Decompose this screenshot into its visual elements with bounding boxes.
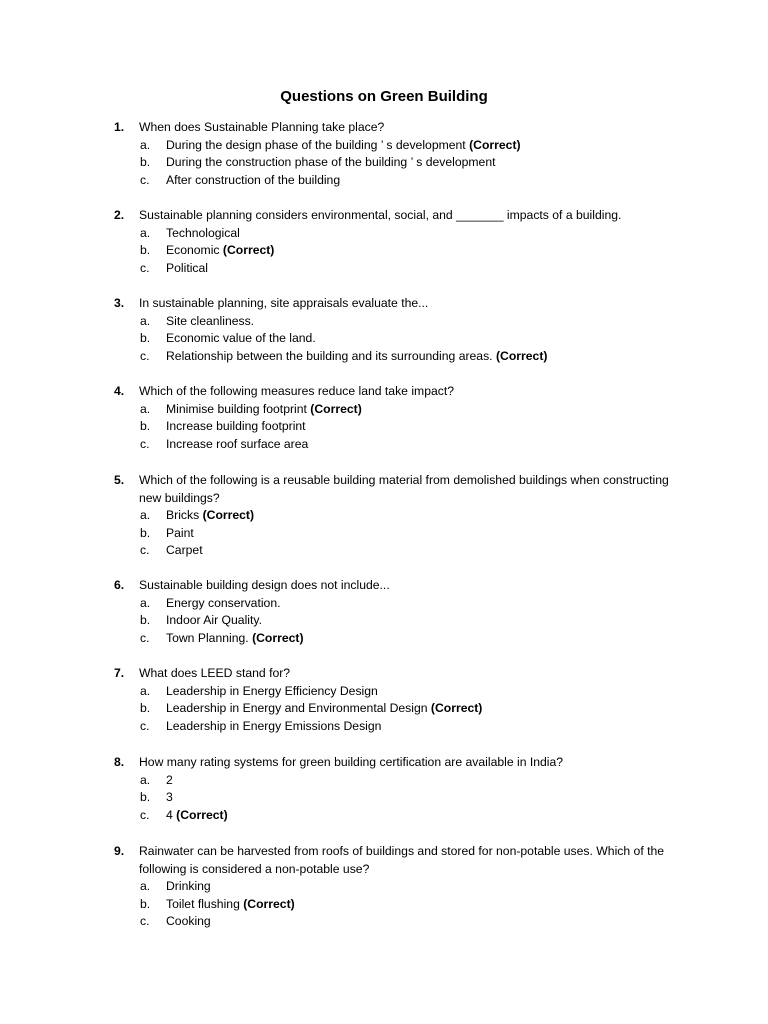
question-6 [114,577,674,647]
option-text: Minimise building footprint [166,401,307,416]
option-b [140,330,674,348]
option-letter: c. [140,807,150,822]
option-text: Paint [166,525,194,540]
correct-marker: (Correct) [202,508,255,523]
correct-marker: (Correct) [469,137,521,152]
option-text: 4 [166,807,173,822]
question-text: Sustainable building design does not include... [139,578,390,592]
option-text: Site cleanliness. [166,313,255,328]
option-text: Leadership in Energy Emissions Design [166,718,382,733]
option-text: Leadership in Energy and Environmental Design [166,701,428,716]
question-number: 4. [114,384,125,398]
question-7 [114,665,674,735]
option-text: 3 [166,790,173,805]
correct-marker: (Correct) [310,401,362,416]
option-letter: a. [140,595,151,610]
option-text: Carpet [166,543,203,558]
option-a [140,683,674,701]
option-c [140,542,674,560]
option-text: 2 [166,772,173,787]
option-b [140,242,674,260]
option-letter: c. [140,348,150,363]
option-text: Town Planning. [166,630,249,645]
option-text: Economic value of the land. [166,331,316,346]
option-text: Relationship between the building and its surrounding areas. [166,348,493,363]
option-text: Leadership in Energy Efficiency Design [166,683,378,698]
option-letter: a. [140,313,151,328]
option-text: Cooking [166,914,211,929]
question-5 [114,472,674,560]
option-a [140,225,674,243]
option-c [140,913,674,931]
question-text: Which of the following is a reusable building material from demolished buildings when constructing new buildings? [139,473,669,505]
option-letter: b. [140,525,151,540]
option-text: After construction of the building [166,172,341,187]
question-number: 6. [114,578,125,592]
option-letter: c. [140,260,150,275]
option-a [140,595,674,613]
option-a [140,772,674,790]
option-c [140,718,674,736]
correct-marker: (Correct) [252,630,304,645]
option-text: Toilet flushing [166,896,240,911]
option-letter: c. [140,172,150,187]
question-9 [114,843,674,931]
option-letter: b. [140,790,151,805]
option-b [140,789,674,807]
correct-marker: (Correct) [430,701,483,716]
option-letter: a. [140,772,151,787]
question-text: In sustainable planning, site appraisals evaluate the... [139,296,429,310]
question-1 [114,119,674,189]
option-text: Increase roof surface area [166,436,309,451]
correct-marker: (Correct) [243,896,295,911]
option-c [140,348,674,366]
option-text: Political [166,260,208,275]
question-text: What does LEED stand for? [139,666,291,680]
option-b [140,154,674,172]
option-letter: a. [140,508,151,523]
option-letter: b. [140,896,151,911]
option-a [140,507,674,525]
option-letter: b. [140,243,151,258]
option-letter: a. [140,225,151,240]
question-text: Rainwater can be harvested from roofs of buildings and stored for non-potable uses. Which of the following is considered a non-potable use? [139,844,665,876]
option-text: Energy conservation. [166,595,281,610]
option-text: Technological [166,225,240,240]
option-letter: c. [140,718,150,733]
question-8 [114,754,674,824]
option-text: Bricks [166,508,200,523]
question-number: 2. [114,208,125,222]
option-letter: b. [140,331,151,346]
question-number: 3. [114,296,125,310]
option-text: Drinking [166,879,211,894]
option-a [140,313,674,331]
option-letter: a. [140,137,151,152]
option-letter: b. [140,701,151,716]
question-number: 9. [114,844,125,858]
option-text: During the construction phase of the building ’ s development [166,155,496,170]
option-a [140,878,674,896]
question-4 [114,383,674,453]
option-letter: c. [140,630,150,645]
option-b [140,418,674,436]
question-text: How many rating systems for green building certification are available in India? [139,755,564,769]
question-text: When does Sustainable Planning take place? [139,120,385,134]
question-number: 7. [114,666,125,680]
question-text: Sustainable planning considers environmental, social, and _______ impacts of a building. [139,208,622,222]
option-a [140,137,674,155]
option-text: Economic [166,243,220,258]
option-letter: a. [140,879,151,894]
option-letter: b. [140,419,151,434]
option-c [140,436,674,454]
option-letter: c. [140,543,150,558]
option-letter: b. [140,613,151,628]
option-letter: b. [140,155,151,170]
question-number: 1. [114,120,125,134]
question-text: Which of the following measures reduce land take impact? [139,384,455,398]
option-letter: a. [140,683,151,698]
correct-marker: (Correct) [495,348,548,363]
option-b [140,700,674,718]
option-letter: c. [140,436,150,451]
option-letter: c. [140,914,150,929]
option-c [140,807,674,825]
option-c [140,630,674,648]
question-2 [114,207,674,277]
option-c [140,172,674,190]
option-b [140,525,674,543]
correct-marker: (Correct) [222,243,275,258]
option-text: Indoor Air Quality. [166,613,262,628]
option-text: Increase building footprint [166,419,306,434]
option-a [140,401,674,419]
option-b [140,896,674,914]
question-number: 8. [114,755,125,769]
option-c [140,260,674,278]
option-letter: a. [140,401,151,416]
question-3 [114,295,674,365]
question-number: 5. [114,473,125,487]
option-text: During the design phase of the building ’ s development [166,137,466,152]
option-b [140,612,674,630]
correct-marker: (Correct) [176,807,228,822]
page-title: Questions on Green Building [280,88,488,105]
